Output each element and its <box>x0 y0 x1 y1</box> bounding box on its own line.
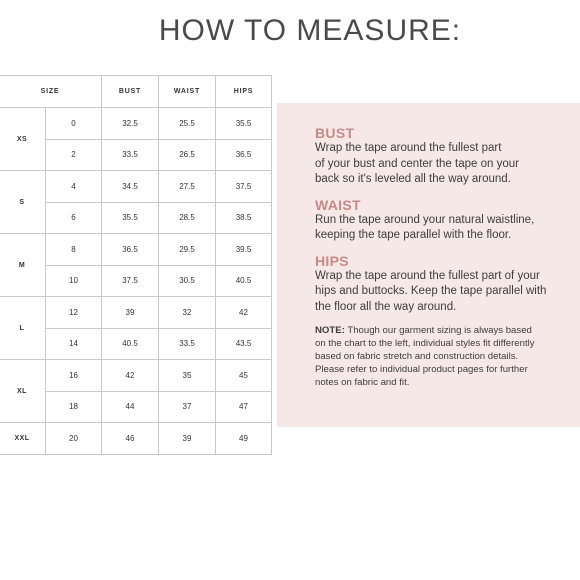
header-bust: BUST <box>102 76 159 108</box>
hips-text <box>315 269 580 316</box>
size-cell: 20 <box>46 423 102 455</box>
bust-cell: 36.5 <box>102 234 159 266</box>
bust-line: Wrap the tape around the fullest part <box>315 142 502 154</box>
size-group-label: L <box>0 297 46 360</box>
waist-cell: 33.5 <box>159 328 216 360</box>
size-group-label: S <box>0 171 46 234</box>
bust-cell: 39 <box>102 297 159 329</box>
header-size: SIZE <box>0 76 102 108</box>
size-cell: 16 <box>46 360 102 392</box>
table-header-row <box>0 76 272 108</box>
note-label: NOTE: <box>315 325 345 336</box>
size-group-label: M <box>0 234 46 297</box>
size-cell: 0 <box>46 108 102 140</box>
waist-cell: 35 <box>159 360 216 392</box>
bust-cell: 35.5 <box>102 202 159 234</box>
note-line <box>315 324 580 337</box>
waist-line: Run the tape around your natural waistline, <box>315 213 535 226</box>
table-row <box>0 297 272 329</box>
size-cell: 8 <box>46 234 102 266</box>
waist-cell: 25.5 <box>159 108 216 140</box>
waist-cell: 26.5 <box>159 139 216 171</box>
size-group-label: XS <box>0 108 46 171</box>
hips-cell: 36.5 <box>216 139 272 171</box>
measure-guide-content <box>315 125 580 389</box>
hips-cell: 38.5 <box>216 202 272 234</box>
bust-line: back so it's leveled all the way around. <box>315 173 511 185</box>
header-waist: WAIST <box>159 76 216 108</box>
hips-cell: 42 <box>216 297 272 329</box>
size-group-label: XXL <box>0 423 46 455</box>
size-cell: 18 <box>46 391 102 423</box>
bust-cell: 34.5 <box>102 171 159 203</box>
size-cell: 6 <box>46 202 102 234</box>
size-chart-table <box>0 75 272 455</box>
hips-heading: HIPS <box>315 252 349 269</box>
hips-cell: 37.5 <box>216 171 272 203</box>
note-line: notes on fabric and fit. <box>315 377 410 388</box>
waist-cell: 32 <box>159 297 216 329</box>
bust-cell: 40.5 <box>102 328 159 360</box>
hips-cell: 45 <box>216 360 272 392</box>
table-row <box>0 108 272 140</box>
waist-cell: 28.5 <box>159 202 216 234</box>
bust-line: of your bust and center the tape on your <box>315 157 519 170</box>
bust-cell: 42 <box>102 360 159 392</box>
note-line-text: Though our garment sizing is always based <box>344 325 532 336</box>
size-cell: 10 <box>46 265 102 297</box>
bust-heading: BUST <box>315 125 355 141</box>
bust-cell: 46 <box>102 423 159 455</box>
waist-cell: 37 <box>159 391 216 423</box>
bust-cell: 37.5 <box>102 265 159 297</box>
hips-line: hips and buttocks. Keep the tape parallel with <box>315 285 547 297</box>
table-row <box>0 423 272 455</box>
size-cell: 2 <box>46 139 102 171</box>
page-title: HOW TO MEASURE: <box>158 14 462 47</box>
table-row <box>0 234 272 266</box>
note-line: based on fabric stretch and construction details. <box>315 351 519 362</box>
bust-cell: 32.5 <box>102 108 159 140</box>
waist-cell: 29.5 <box>159 234 216 266</box>
waist-text <box>315 213 580 244</box>
table-row <box>0 171 272 203</box>
note-line: Please refer to individual product pages for further <box>315 364 528 375</box>
waist-line: keeping the tape parallel with the floor. <box>315 229 512 241</box>
waist-heading: WAIST <box>315 196 361 213</box>
waist-cell: 27.5 <box>159 171 216 203</box>
bust-cell: 44 <box>102 391 159 423</box>
hips-line: the floor all the way around. <box>315 300 457 313</box>
table-body <box>0 108 272 455</box>
size-cell: 14 <box>46 328 102 360</box>
size-group-label: XL <box>0 360 46 423</box>
hips-cell: 49 <box>216 423 272 455</box>
size-cell: 12 <box>46 297 102 329</box>
hips-cell: 40.5 <box>216 265 272 297</box>
bust-text <box>315 141 580 188</box>
sizing-note <box>315 324 580 389</box>
hips-cell: 39.5 <box>216 234 272 266</box>
table-row <box>0 360 272 392</box>
size-cell: 4 <box>46 171 102 203</box>
hips-cell: 47 <box>216 391 272 423</box>
bust-cell: 33.5 <box>102 139 159 171</box>
note-line: on the chart to the left, individual styles fit differently <box>315 338 535 349</box>
measure-guide-panel <box>277 103 580 427</box>
hips-cell: 35.5 <box>216 108 272 140</box>
hips-cell: 43.5 <box>216 328 272 360</box>
waist-cell: 30.5 <box>159 265 216 297</box>
header-hips: HIPS <box>216 76 272 108</box>
waist-cell: 39 <box>159 423 216 455</box>
hips-line: Wrap the tape around the fullest part of your <box>315 269 540 282</box>
